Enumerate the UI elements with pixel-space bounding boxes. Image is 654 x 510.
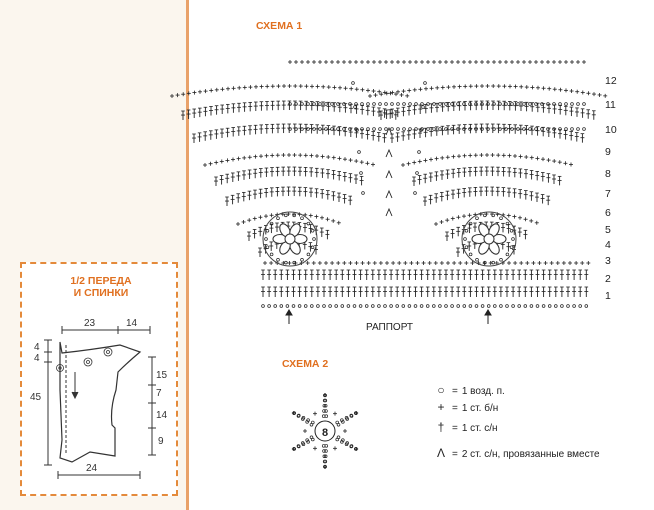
scheme1-title: СХЕМА 1	[256, 20, 303, 32]
row-number-5: 5	[605, 224, 611, 236]
row-number-9: 9	[605, 146, 611, 158]
dc2tog-icon: Λ	[436, 446, 445, 460]
row-number-12: 12	[605, 75, 617, 87]
row-number-11: 11	[605, 99, 616, 111]
dim-bottom-width: 24	[86, 463, 98, 474]
dim-left-b: 4	[34, 353, 40, 364]
dim-top-right: 14	[126, 318, 138, 329]
dim-right-14: 14	[156, 410, 168, 421]
dim-left-height: 45	[30, 392, 42, 403]
motif-center-label: 8	[321, 427, 329, 439]
row-number-6: 6	[605, 207, 611, 219]
legend-row-sc: + = 1 ст. б/н	[434, 400, 498, 414]
dim-left-a: 4	[34, 342, 40, 353]
legend-row-dc2tog: Λ = 2 ст. с/н, провязанные вместе	[434, 446, 600, 460]
legend-chain-text: 1 возд. п.	[461, 386, 505, 397]
legend-dc-text: 1 ст. с/н	[461, 423, 498, 434]
scheme1-row-numbers	[605, 75, 617, 302]
dim-right-7: 7	[156, 388, 162, 399]
dim-right-9: 9	[158, 436, 164, 447]
panel-title-line2: И СПИНКИ	[73, 287, 129, 299]
row-number-2: 2	[605, 273, 611, 285]
legend-dc2tog-text: 2 ст. с/н, провязанные вместе	[461, 449, 600, 460]
row-number-8: 8	[605, 168, 611, 180]
scheme2-title: СХЕМА 2	[282, 358, 329, 370]
dim-right-15: 15	[156, 370, 168, 381]
row-number-10: 10	[605, 124, 617, 136]
panel-title-line1: 1/2 ПЕРЕДА	[70, 275, 132, 287]
double-crochet-icon: †	[437, 420, 445, 434]
pattern-drawing	[44, 326, 156, 479]
chain-stitch-icon: ○	[437, 383, 445, 397]
row-number-7: 7	[605, 188, 611, 200]
legend-row-chain: ○ = 1 возд. п.	[434, 383, 505, 397]
row-number-4: 4	[605, 239, 611, 251]
flower-motifs	[263, 212, 516, 266]
garment-outline	[60, 342, 140, 462]
repeat-label: РАППОРТ	[366, 322, 414, 333]
row-number-3: 3	[605, 255, 611, 267]
legend-row-dc: † = 1 ст. с/н	[434, 420, 498, 434]
scheme1-chart	[170, 60, 607, 307]
single-crochet-icon: +	[437, 400, 445, 414]
legend-sc-text: 1 ст. б/н	[461, 403, 499, 414]
panel-flowers	[57, 348, 113, 372]
row-number-1: 1	[605, 290, 611, 302]
dim-top-width: 23	[84, 318, 96, 329]
